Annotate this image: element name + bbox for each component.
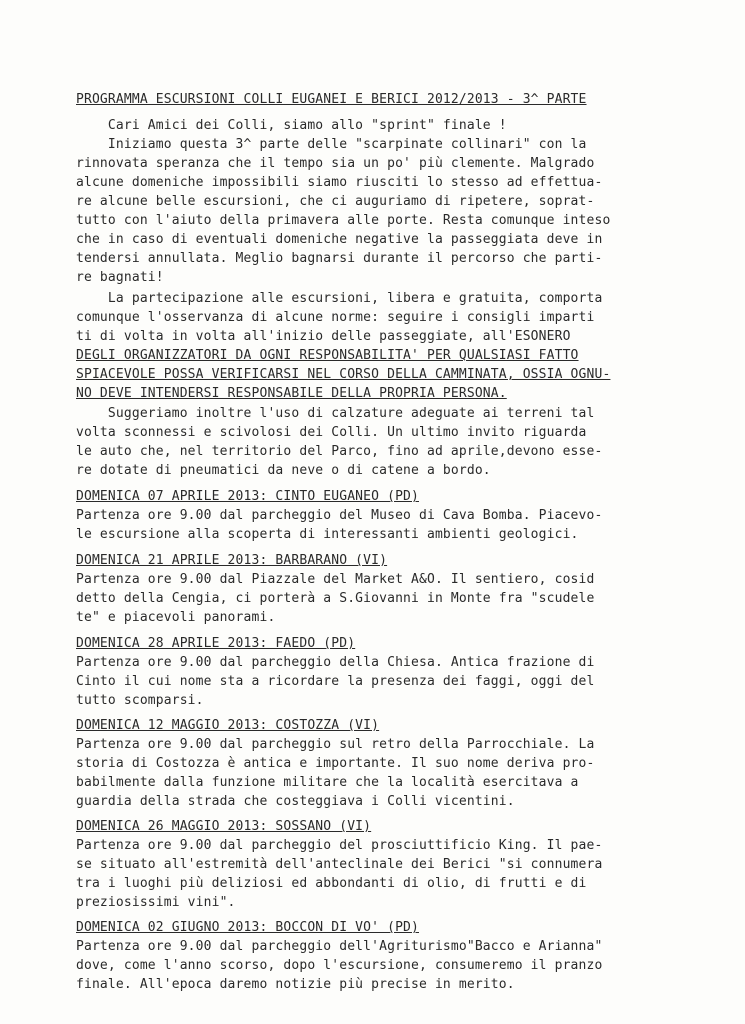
- event-heading: DOMENICA 21 APRILE 2013: BARBARANO (VI): [76, 553, 388, 568]
- intro-line: re alcune belle escursioni, che ci auguriamo di ripetere, soprat-: [76, 194, 595, 209]
- intro-line: rinnovata speranza che il tempo sia un po' più clemente. Malgrado: [76, 156, 595, 171]
- disclaimer-line: NO DEVE INTENDERSI RESPONSABILE DELLA PROPRIA PERSONA.: [76, 386, 507, 401]
- event-line: preziosissimi vini".: [76, 895, 236, 910]
- intro-line: alcune domeniche impossibili siamo riusciti lo stesso ad effettua-: [76, 175, 603, 190]
- event-line: tutto scomparsi.: [76, 693, 204, 708]
- event-heading: DOMENICA 12 MAGGIO 2013: COSTOZZA (VI): [76, 718, 380, 733]
- disclaimer-line: SPIACEVOLE POSSA VERIFICARSI NEL CORSO DELLA CAMMINATA, OSSIA OGNU-: [76, 367, 611, 382]
- intro-line: Cari Amici dei Colli, siamo allo "sprint" finale !: [76, 118, 507, 133]
- event-line: Cinto il cui nome sta a ricordare la presenza dei faggi, oggi del: [76, 674, 595, 689]
- event-heading: DOMENICA 26 MAGGIO 2013: SOSSANO (VI): [76, 819, 372, 834]
- intro-line: tendersi annullata. Meglio bagnarsi durante il percorso che parti-: [76, 251, 603, 266]
- event-line: te" e piacevoli panorami.: [76, 610, 276, 625]
- event-line: se situato all'estremità dell'anteclinale dei Berici "si connumera: [76, 857, 603, 872]
- event-line: Partenza ore 9.00 dal parcheggio sul retro della Parrocchiale. La: [76, 737, 595, 752]
- intro-line: tutto con l'aiuto della primavera alle porte. Resta comunque inteso: [76, 213, 611, 228]
- event-line: dove, come l'anno scorso, dopo l'escursione, consumeremo il pranzo: [76, 958, 603, 973]
- intro-line: ti di volta in volta all'inizio delle passeggiate, all'ESONERO: [76, 329, 571, 344]
- intro-line: le auto che, nel territorio del Parco, fino ad aprile,devono esse-: [76, 444, 603, 459]
- event-line: finale. All'epoca daremo notizie più precise in merito.: [76, 977, 515, 992]
- intro-line: Iniziamo questa 3^ parte delle "scarpinate collinari" con la: [76, 137, 587, 152]
- event-line: Partenza ore 9.00 dal parcheggio del prosciuttificio King. Il pae-: [76, 838, 603, 853]
- event-line: Partenza ore 9.00 dal Piazzale del Market A&O. Il sentiero, cosid: [76, 572, 595, 587]
- event-line: guardia della strada che costeggiava i Colli vicentini.: [76, 794, 515, 809]
- intro-line: Suggeriamo inoltre l'uso di calzature adeguate ai terreni tal: [76, 406, 595, 421]
- intro-line: re dotate di pneumatici da neve o di catene a bordo.: [76, 463, 491, 478]
- event-line: detto della Cengia, ci porterà a S.Giovanni in Monte fra "scudele: [76, 591, 595, 606]
- event-line: le escursione alla scoperta di interessanti ambienti geologici.: [76, 527, 579, 542]
- event-line: tra i luoghi più deliziosi ed abbondanti di olio, di frutti e di: [76, 876, 587, 891]
- event-line: Partenza ore 9.00 dal parcheggio della Chiesa. Antica frazione di: [76, 655, 595, 670]
- disclaimer-line: DEGLI ORGANIZZATORI DA OGNI RESPONSABILITA' PER QUALSIASI FATTO: [76, 348, 579, 363]
- event-line: Partenza ore 9.00 dal parcheggio dell'Agriturismo"Bacco e Arianna": [76, 939, 603, 954]
- event-line: storia di Costozza è antica e importante. Il suo nome deriva pro-: [76, 756, 595, 771]
- intro-line: re bagnati!: [76, 270, 164, 285]
- intro-line: che in caso di eventuali domeniche negative la passeggiata deve in: [76, 232, 603, 247]
- event-heading: DOMENICA 28 APRILE 2013: FAEDO (PD): [76, 636, 356, 651]
- intro-line: volta sconnessi e scivolosi dei Colli. Un ultimo invito riguarda: [76, 425, 587, 440]
- event-heading: DOMENICA 02 GIUGNO 2013: BOCCON DI VO' (PD): [76, 920, 419, 935]
- event-line: babilmente dalla funzione militare che la località esercitava a: [76, 775, 579, 790]
- intro-line: comunque l'osservanza di alcune norme: seguire i consigli imparti: [76, 310, 595, 325]
- intro-line: La partecipazione alle escursioni, libera e gratuita, comporta: [76, 291, 603, 306]
- document-title: PROGRAMMA ESCURSIONI COLLI EUGANEI E BERICI 2012/2013 - 3^ PARTE: [76, 92, 587, 107]
- event-heading: DOMENICA 07 APRILE 2013: CINTO EUGANEO (PD): [76, 489, 419, 504]
- event-line: Partenza ore 9.00 dal parcheggio del Museo di Cava Bomba. Piacevo-: [76, 508, 603, 523]
